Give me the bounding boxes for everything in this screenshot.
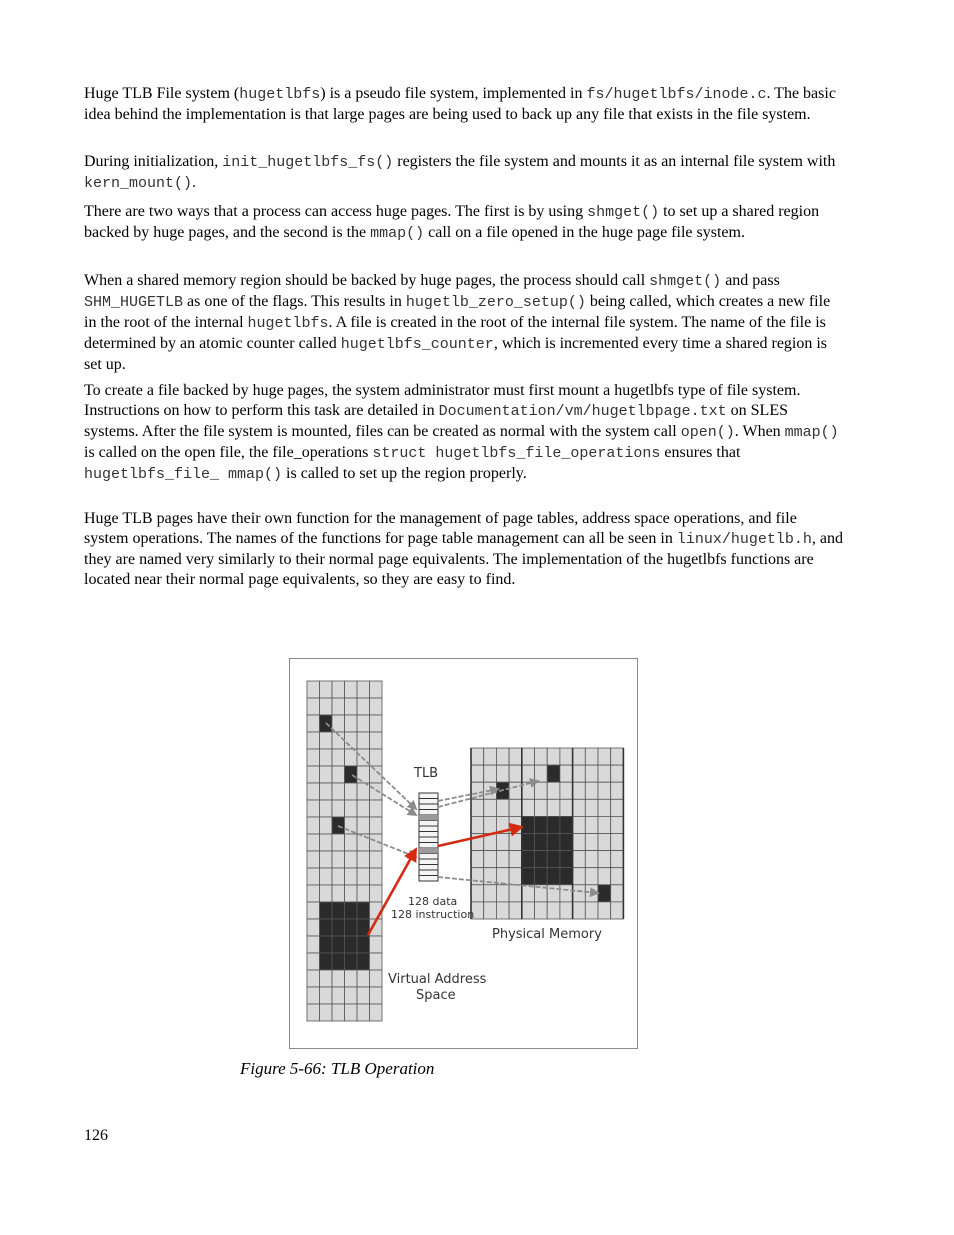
- virtual-page: [370, 783, 383, 800]
- text-run: ) is a pseudo file system, implemented in: [320, 85, 587, 102]
- virtual-page: [332, 834, 345, 851]
- virtual-page: [307, 953, 320, 970]
- virtual-page: [357, 868, 370, 885]
- virtual-page: [370, 868, 383, 885]
- virtual-page: [345, 851, 358, 868]
- virtual-page: [370, 953, 383, 970]
- physical-page: [509, 765, 522, 782]
- physical-page: [509, 885, 522, 902]
- virtual-page: [320, 783, 333, 800]
- virtual-page-used: [332, 919, 345, 936]
- physical-page: [535, 765, 548, 782]
- physical-page: [509, 868, 522, 885]
- paragraph-hugetlbfs-intro: [84, 84, 844, 125]
- virtual-page: [357, 834, 370, 851]
- physical-page: [471, 816, 484, 833]
- physical-page: [509, 782, 522, 799]
- inline-code: shmget(): [649, 273, 722, 290]
- physical-page: [560, 765, 573, 782]
- virtual-page: [357, 681, 370, 698]
- virtual-page: [307, 732, 320, 749]
- physical-page: [598, 868, 611, 885]
- virtual-page: [357, 817, 370, 834]
- virtual-page-used: [320, 902, 333, 919]
- physical-page: [547, 748, 560, 765]
- text-run: . A file is created in the root of the internal file system. The name of the file is determined by an atomic counter called: [84, 314, 826, 352]
- physical-page-used: [535, 851, 548, 868]
- physical-page-used: [522, 816, 535, 833]
- physical-page: [585, 782, 598, 799]
- physical-page: [484, 816, 497, 833]
- text-run: To create a file backed by huge pages, the system administrator must first mount a hugetlbfs type of file system. Instructions on how to perform this task are detailed in: [84, 382, 801, 419]
- virtual-page: [307, 1004, 320, 1021]
- inline-code: mmap(): [784, 424, 839, 441]
- physical-page-used: [535, 816, 548, 833]
- physical-page: [573, 765, 586, 782]
- physical-page: [496, 765, 509, 782]
- virtual-address-label: Virtual Address: [388, 972, 487, 987]
- physical-page: [547, 799, 560, 816]
- physical-page: [484, 765, 497, 782]
- text-run: being called, which creates a new file in the root of the internal: [84, 293, 831, 331]
- virtual-page: [370, 800, 383, 817]
- virtual-page: [320, 885, 333, 902]
- text-run: , which is incremented every time a shared region is set up.: [84, 335, 828, 373]
- virtual-page: [370, 749, 383, 766]
- text-run: on SLES systems. After the file system is mounted, files can be created as normal with the system call: [84, 402, 788, 440]
- virtual-page: [345, 732, 358, 749]
- text-run: , and they are named very similarly to their normal page equivalents. The implementation of the hugetlbfs functions are located near their normal page equivalents, so they are easy to find.: [84, 530, 843, 588]
- physical-page: [573, 782, 586, 799]
- virtual-space-label: Space: [416, 988, 456, 1003]
- virtual-page-used: [320, 936, 333, 953]
- virtual-page: [357, 698, 370, 715]
- physical-page: [509, 834, 522, 851]
- virtual-page: [345, 834, 358, 851]
- virtual-page: [332, 1004, 345, 1021]
- inline-code: init_hugetlbfs_fs(): [222, 154, 394, 171]
- inline-code: Documentation/vm/hugetlbpage.txt: [438, 403, 727, 420]
- virtual-page: [332, 868, 345, 885]
- physical-page: [585, 868, 598, 885]
- virtual-page-used: [345, 936, 358, 953]
- physical-page: [611, 799, 624, 816]
- physical-page: [547, 902, 560, 919]
- physical-page: [522, 748, 535, 765]
- virtual-page: [320, 1004, 333, 1021]
- text-run: Huge TLB File system (: [84, 85, 240, 102]
- virtual-page: [320, 987, 333, 1004]
- virtual-page: [357, 732, 370, 749]
- virtual-page: [320, 851, 333, 868]
- text-run: When a shared memory region should be backed by huge pages, the process should call: [84, 272, 650, 289]
- physical-page: [585, 816, 598, 833]
- text-run: . When: [734, 423, 785, 440]
- virtual-page-used: [345, 902, 358, 919]
- virtual-page: [370, 681, 383, 698]
- virtual-page: [320, 868, 333, 885]
- virtual-page: [332, 681, 345, 698]
- physical-page: [611, 748, 624, 765]
- virtual-page: [307, 800, 320, 817]
- virtual-page: [357, 970, 370, 987]
- physical-page: [535, 748, 548, 765]
- tlb-operation-figure: [289, 658, 638, 1049]
- physical-page: [573, 834, 586, 851]
- physical-page: [484, 851, 497, 868]
- physical-memory-label: Physical Memory: [492, 927, 602, 942]
- virtual-page: [370, 851, 383, 868]
- paragraph-access-methods: [84, 202, 844, 244]
- virtual-page: [345, 715, 358, 732]
- physical-page: [522, 765, 535, 782]
- inline-code: linux/hugetlb.h: [676, 531, 812, 548]
- inline-code: hugetlb_zero_setup(): [405, 294, 586, 311]
- physical-page-used: [547, 868, 560, 885]
- virtual-page-used: [357, 902, 370, 919]
- inline-code: hugetlbfs_file_ mmap(): [84, 466, 283, 483]
- virtual-page: [307, 936, 320, 953]
- virtual-page: [307, 834, 320, 851]
- virtual-page: [320, 834, 333, 851]
- virtual-page: [332, 783, 345, 800]
- text-run: During initialization,: [84, 153, 223, 170]
- page-number: 126: [84, 1127, 108, 1144]
- physical-page: [509, 851, 522, 868]
- virtual-page: [345, 749, 358, 766]
- physical-page-used: [598, 885, 611, 902]
- virtual-page: [320, 970, 333, 987]
- physical-page: [484, 748, 497, 765]
- physical-page: [496, 799, 509, 816]
- physical-page-used: [535, 834, 548, 851]
- physical-page: [598, 834, 611, 851]
- virtual-page: [307, 766, 320, 783]
- physical-page: [611, 851, 624, 868]
- paragraph-functions: [84, 509, 844, 590]
- tlb-diagram: [290, 659, 637, 1048]
- text-run: to set up a shared region backed by huge pages, and the second is the: [84, 203, 820, 241]
- physical-page: [598, 902, 611, 919]
- physical-page: [611, 868, 624, 885]
- virtual-page: [307, 970, 320, 987]
- virtual-page: [332, 800, 345, 817]
- inline-code: SHM_HUGETLB: [84, 294, 184, 311]
- virtual-page: [332, 970, 345, 987]
- virtual-page: [345, 681, 358, 698]
- virtual-page: [370, 987, 383, 1004]
- virtual-page: [370, 902, 383, 919]
- virtual-page: [345, 783, 358, 800]
- paragraph-initialization: [84, 152, 844, 194]
- physical-page: [560, 782, 573, 799]
- virtual-page: [320, 749, 333, 766]
- physical-page: [547, 885, 560, 902]
- virtual-page: [307, 902, 320, 919]
- physical-page: [585, 799, 598, 816]
- physical-page: [484, 902, 497, 919]
- virtual-page: [307, 783, 320, 800]
- text-run: call on a file opened in the huge page file system.: [424, 224, 745, 241]
- physical-page-used: [535, 868, 548, 885]
- virtual-page: [370, 885, 383, 902]
- physical-page: [560, 902, 573, 919]
- virtual-page: [357, 885, 370, 902]
- text-run: ensures that: [660, 444, 741, 461]
- virtual-page: [332, 885, 345, 902]
- virtual-page: [370, 715, 383, 732]
- virtual-page-used: [332, 953, 345, 970]
- physical-page: [496, 748, 509, 765]
- inline-code: fs/hugetlbfs/inode.c: [586, 86, 767, 103]
- physical-page: [522, 885, 535, 902]
- paragraph-file-backed: [84, 381, 844, 485]
- virtual-page-used: [332, 902, 345, 919]
- virtual-page: [320, 732, 333, 749]
- physical-page: [611, 885, 624, 902]
- physical-page: [585, 834, 598, 851]
- physical-page-used: [560, 851, 573, 868]
- inline-code: kern_mount(): [84, 175, 193, 192]
- virtual-page: [307, 715, 320, 732]
- virtual-page: [307, 698, 320, 715]
- physical-page: [547, 782, 560, 799]
- virtual-page: [345, 987, 358, 1004]
- virtual-page-used: [357, 953, 370, 970]
- virtual-page-used: [345, 953, 358, 970]
- virtual-page: [370, 970, 383, 987]
- physical-page: [522, 902, 535, 919]
- physical-page: [598, 816, 611, 833]
- physical-page-used: [560, 816, 573, 833]
- virtual-page: [320, 766, 333, 783]
- inline-code: open(): [680, 424, 735, 441]
- tlb-entries-box: [419, 793, 438, 881]
- text-run: .: [192, 174, 197, 191]
- text-run: registers the file system and mounts it as an internal file system with: [393, 153, 836, 170]
- physical-page: [535, 902, 548, 919]
- virtual-page: [307, 851, 320, 868]
- physical-page: [471, 765, 484, 782]
- physical-page: [611, 902, 624, 919]
- physical-page: [611, 816, 624, 833]
- virtual-page: [345, 868, 358, 885]
- physical-page: [496, 851, 509, 868]
- virtual-page: [320, 817, 333, 834]
- virtual-page: [370, 936, 383, 953]
- physical-page: [484, 799, 497, 816]
- virtual-page: [332, 987, 345, 1004]
- virtual-page-used: [332, 936, 345, 953]
- physical-page: [611, 834, 624, 851]
- virtual-page: [345, 1004, 358, 1021]
- physical-page: [585, 851, 598, 868]
- text-run: There are two ways that a process can access huge pages. The first is by using: [84, 203, 588, 220]
- physical-page: [509, 816, 522, 833]
- inline-code: struct hugetlbfs_file_operations: [372, 445, 661, 462]
- inline-code: hugetlbfs: [239, 86, 321, 103]
- virtual-page: [370, 698, 383, 715]
- physical-page: [598, 799, 611, 816]
- physical-page: [611, 765, 624, 782]
- physical-page: [598, 851, 611, 868]
- physical-page: [496, 834, 509, 851]
- physical-page: [535, 782, 548, 799]
- text-run: is called to set up the region properly.: [282, 465, 527, 482]
- virtual-page: [357, 987, 370, 1004]
- virtual-page: [320, 681, 333, 698]
- virtual-page: [307, 749, 320, 766]
- virtual-page: [370, 1004, 383, 1021]
- inline-code: hugetlbfs: [247, 315, 329, 332]
- virtual-page: [345, 885, 358, 902]
- virtual-page: [345, 970, 358, 987]
- tlb-entry-highlight: [419, 815, 438, 821]
- tlb-entry-highlight: [419, 848, 438, 854]
- physical-page-used: [547, 816, 560, 833]
- physical-page: [535, 799, 548, 816]
- virtual-page: [345, 817, 358, 834]
- physical-page: [509, 748, 522, 765]
- virtual-page: [357, 766, 370, 783]
- virtual-page: [345, 698, 358, 715]
- physical-page: [573, 885, 586, 902]
- physical-page: [573, 799, 586, 816]
- text-run: as one of the flags. This results in: [183, 293, 406, 310]
- text-run: . The basic idea behind the implementation is that large pages are being used to back up any file that exists in the file system.: [84, 85, 836, 123]
- physical-page: [573, 816, 586, 833]
- paragraph-shared-memory: [84, 271, 844, 375]
- virtual-page: [332, 698, 345, 715]
- physical-page: [573, 851, 586, 868]
- physical-page-used: [522, 851, 535, 868]
- physical-page: [484, 885, 497, 902]
- physical-page: [573, 868, 586, 885]
- virtual-page: [357, 1004, 370, 1021]
- physical-page-used: [547, 851, 560, 868]
- physical-page: [471, 782, 484, 799]
- virtual-page: [307, 868, 320, 885]
- inline-code: shmget(): [587, 204, 660, 221]
- virtual-page: [345, 800, 358, 817]
- virtual-page: [307, 817, 320, 834]
- virtual-page: [332, 749, 345, 766]
- physical-page: [611, 782, 624, 799]
- physical-page: [471, 885, 484, 902]
- physical-page: [471, 748, 484, 765]
- physical-page-used: [560, 834, 573, 851]
- virtual-page-used: [357, 936, 370, 953]
- physical-page: [509, 799, 522, 816]
- virtual-page: [332, 851, 345, 868]
- virtual-page-used: [320, 919, 333, 936]
- physical-page-used: [560, 868, 573, 885]
- virtual-page: [307, 919, 320, 936]
- physical-page: [560, 748, 573, 765]
- virtual-page: [357, 800, 370, 817]
- physical-page: [585, 748, 598, 765]
- virtual-page: [320, 698, 333, 715]
- virtual-page: [332, 766, 345, 783]
- tlb-data-entries-label: 128 data: [408, 895, 458, 908]
- virtual-address-space-grid: [307, 681, 382, 1021]
- virtual-page-used: [345, 766, 358, 783]
- virtual-page: [307, 885, 320, 902]
- physical-page: [598, 765, 611, 782]
- physical-page: [573, 902, 586, 919]
- physical-page: [573, 748, 586, 765]
- virtual-page-used: [320, 953, 333, 970]
- virtual-page: [320, 800, 333, 817]
- physical-page: [598, 748, 611, 765]
- physical-page: [496, 902, 509, 919]
- inline-code: mmap(): [370, 225, 425, 242]
- physical-page: [471, 851, 484, 868]
- physical-page: [509, 902, 522, 919]
- physical-page: [560, 885, 573, 902]
- virtual-page-used: [345, 919, 358, 936]
- text-run: is called on the open file, the file_operations: [84, 444, 373, 461]
- physical-page-used: [522, 834, 535, 851]
- virtual-page: [370, 817, 383, 834]
- physical-page: [598, 782, 611, 799]
- physical-page-used: [547, 834, 560, 851]
- tlb-label: TLB: [414, 766, 439, 781]
- inline-code: hugetlbfs_counter: [340, 336, 494, 353]
- text-run: Huge TLB pages have their own function for the management of page tables, address space operations, and file system operations. The names of the functions for page table management can all be seen in: [84, 510, 797, 547]
- tlb-instruction-entries-label: 128 instruction: [391, 908, 475, 921]
- virtual-page: [370, 732, 383, 749]
- physical-page-used: [547, 765, 560, 782]
- physical-page: [496, 885, 509, 902]
- physical-page: [585, 765, 598, 782]
- virtual-page: [357, 851, 370, 868]
- text-run: and pass: [721, 272, 780, 289]
- physical-page: [560, 799, 573, 816]
- figure-caption: Figure 5-66: TLB Operation: [240, 1059, 435, 1078]
- virtual-page: [357, 715, 370, 732]
- physical-page: [471, 799, 484, 816]
- physical-page-used: [522, 868, 535, 885]
- virtual-page: [307, 681, 320, 698]
- virtual-page: [307, 987, 320, 1004]
- physical-page: [585, 902, 598, 919]
- physical-page: [522, 799, 535, 816]
